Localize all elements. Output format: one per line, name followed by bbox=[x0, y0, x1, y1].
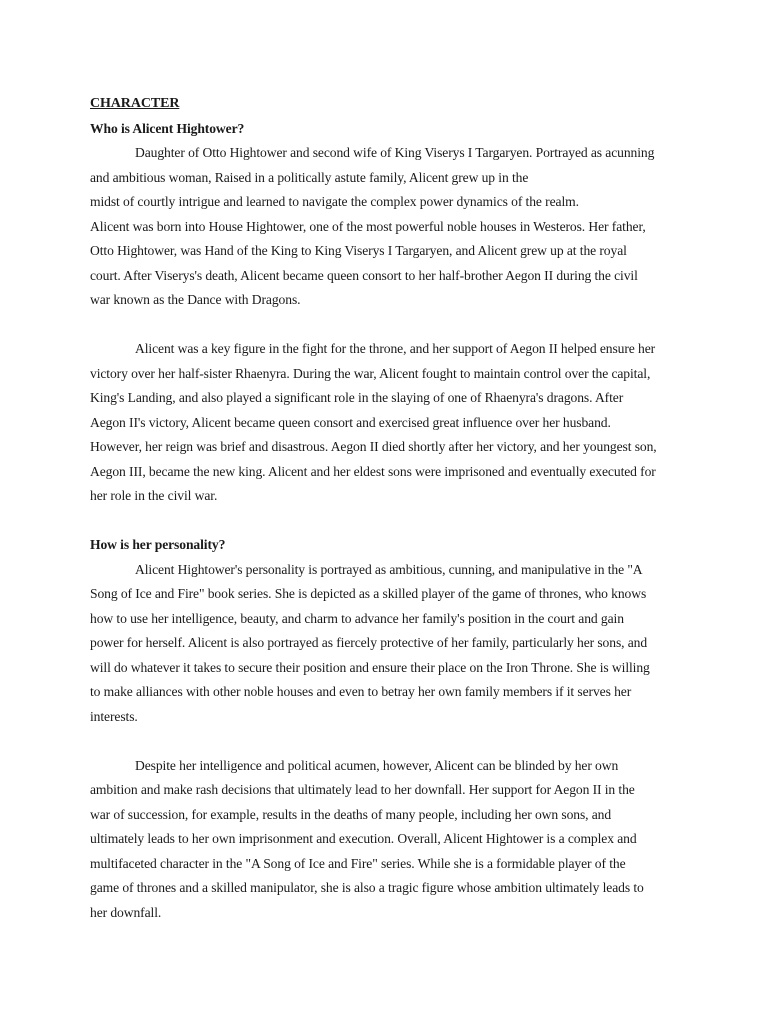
text-line: multifaceted character in the "A Song of Ice and Fire" series. While she is a formidable player of the bbox=[90, 855, 626, 871]
document-title: CHARACTER bbox=[90, 96, 180, 111]
text-line: ultimately leads to her own imprisonment and execution. Overall, Alicent Hightower is a complex and bbox=[90, 831, 637, 846]
text-line: court. After Viserys's death, Alicent became queen consort to her half-brother Aegon II during the civil bbox=[90, 267, 638, 283]
text-line: Daughter of Otto Hightower and second wife of King Viserys I Targaryen. Portrayed as acunning bbox=[135, 145, 655, 160]
text-line: Otto Hightower, was Hand of the King to King Viserys I Targaryen, and Alicent grew up at the royal bbox=[90, 243, 627, 258]
text-line: Aegon II's victory, Alicent became queen consort and exercised great influence over her husband. bbox=[90, 414, 611, 430]
text-line: her downfall. bbox=[90, 904, 162, 920]
blank-line bbox=[90, 509, 680, 534]
text-line: Alicent was born into House Hightower, one of the most powerful noble houses in Westeros. Her father, bbox=[90, 218, 646, 234]
paragraph-war bbox=[90, 337, 680, 509]
text-line: and ambitious woman, Raised in a politically astute family, Alicent grew up in the bbox=[90, 169, 529, 185]
section-heading-personality: How is her personality? bbox=[90, 537, 226, 552]
text-line: midst of courtly intrigue and learned to navigate the complex power dynamics of the realm. bbox=[90, 194, 579, 209]
text-line: war of succession, for example, results in the deaths of many people, including her own sons, and bbox=[90, 806, 612, 822]
text-line: will do whatever it takes to secure their position and ensure their place on the Iron Throne. She is willing bbox=[90, 659, 650, 675]
text-line: Alicent was a key figure in the fight for the throne, and her support of Aegon II helped ensure her bbox=[135, 341, 656, 356]
paragraph-background bbox=[90, 215, 680, 313]
text-line: to make alliances with other noble houses and even to betray her own family members if it serves her bbox=[90, 684, 632, 699]
text-line: King's Landing, and also played a significant role in the slaying of one of Rhaenyra's dragons. After bbox=[90, 390, 624, 405]
blank-line bbox=[90, 313, 680, 338]
text-line: ambition and make rash decisions that ultimately lead to her downfall. Her support for Aegon II in the bbox=[90, 782, 635, 797]
text-line: power for herself. Alicent is also portrayed as fiercely protective of her family, particularly her sons, and bbox=[90, 635, 648, 650]
text-line: Song of Ice and Fire" book series. She is depicted as a skilled player of the game of thrones, who knows bbox=[90, 586, 647, 601]
blank-line bbox=[90, 729, 680, 754]
text-line: war known as the Dance with Dragons. bbox=[90, 292, 301, 307]
text-line: game of thrones and a skilled manipulator, she is also a tragic figure whose ambition ultimately leads to bbox=[90, 880, 644, 895]
paragraph-personality bbox=[90, 558, 680, 730]
document-page bbox=[90, 92, 680, 925]
paragraph-downfall bbox=[90, 754, 680, 926]
text-line: interests. bbox=[90, 708, 138, 724]
text-line: Despite her intelligence and political acumen, however, Alicent can be blinded by her own bbox=[135, 757, 619, 773]
text-line: Aegon III, became the new king. Alicent and her eldest sons were imprisoned and eventually executed for bbox=[90, 463, 656, 479]
text-line: her role in the civil war. bbox=[90, 488, 218, 503]
paragraph-intro bbox=[90, 141, 680, 215]
text-line: However, her reign was brief and disastrous. Aegon II died shortly after her victory, and her youngest son, bbox=[90, 439, 657, 454]
text-line: victory over her half-sister Rhaenyra. During the war, Alicent fought to maintain control over the capital, bbox=[90, 365, 651, 381]
section-heading-who: Who is Alicent Hightower? bbox=[90, 120, 245, 136]
text-line: how to use her intelligence, beauty, and charm to advance her family's position in the court and gain bbox=[90, 610, 624, 626]
text-line: Alicent Hightower's personality is portrayed as ambitious, cunning, and manipulative in the "A bbox=[135, 561, 643, 577]
